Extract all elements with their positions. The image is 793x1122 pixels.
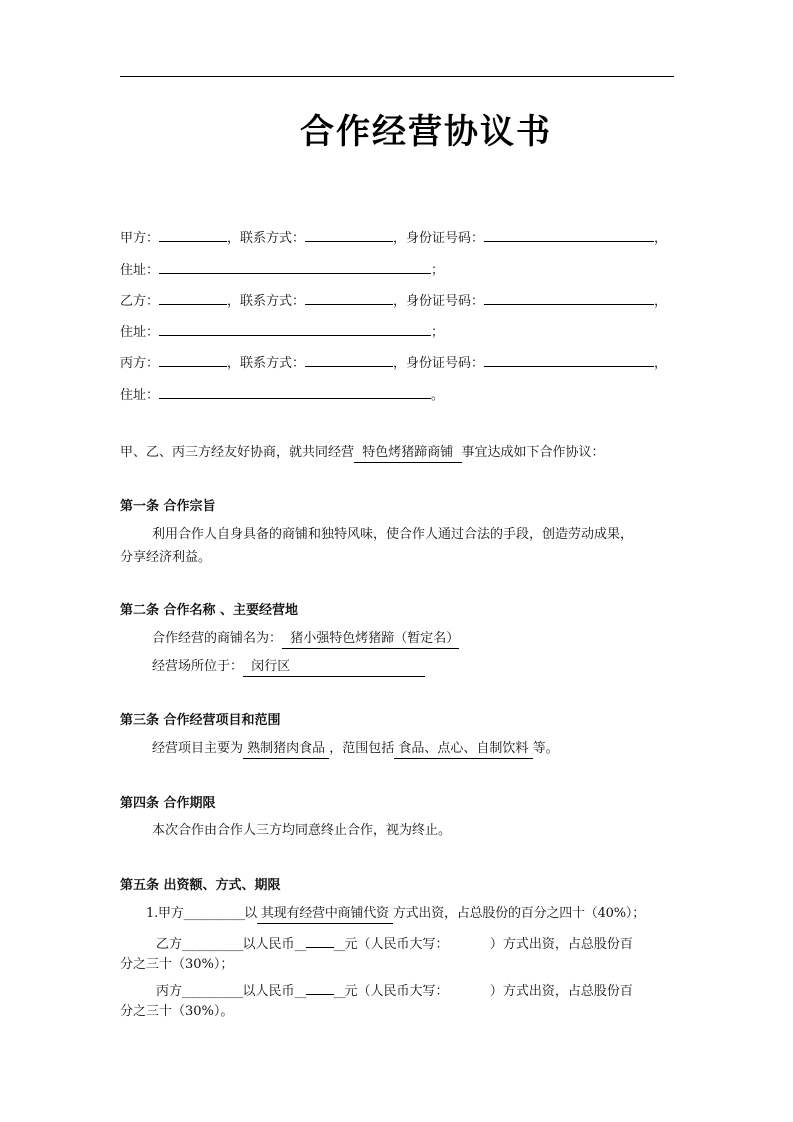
party-b-id-end: ， (654, 294, 668, 309)
article-1-body-line2: 分享经济利益。 (120, 550, 212, 565)
article-5-item-3-line2: 分之三十（30%）。 (120, 1004, 234, 1019)
party-b-id-blank[interactable] (484, 290, 654, 305)
item-1-prefix: 1.甲方 (146, 906, 184, 921)
party-a-id-end: ， (654, 231, 668, 246)
party-b-address-end: ； (431, 325, 445, 340)
party-a-id-blank[interactable] (484, 227, 654, 242)
party-a-line (120, 227, 680, 249)
party-a-address-end: ； (431, 263, 445, 278)
party-c-id-blank[interactable] (484, 352, 654, 367)
article-5-item-2-line2: 分之三十（30%）； (120, 957, 234, 972)
party-b-address-blank[interactable] (159, 321, 431, 336)
party-a-name-label: 甲方： (120, 231, 160, 246)
article-3-middle: ，范围包括 (329, 741, 395, 756)
item-2-rest: 元（人民币大写： ）方式出资，占总股份百 (344, 937, 633, 952)
article-1-body-line1: 利用合作人自身具备的商铺和独特风味，使合作人通过合法的手段，创造劳动成果， (152, 527, 634, 542)
item-3-rest: 元（人民币大写： ）方式出资，占总股份百 (344, 984, 633, 999)
party-c-id-end: ， (654, 356, 668, 371)
party-a-address-label: 住址： (120, 263, 160, 278)
party-b-id-label: ，身份证号码： (393, 294, 485, 309)
party-b-address-label: 住址： (120, 325, 160, 340)
party-c-address-line (120, 384, 680, 406)
article-3-heading: 第三条 合作经营项目和范围 (120, 713, 281, 728)
article-4-body: 本次合作由合作人三方均同意终止合作，视为终止。 (152, 823, 452, 838)
item-3-amount-blank[interactable] (306, 980, 334, 995)
item-2-dash-2: __ (333, 937, 345, 952)
main-business-value: 熟制猪肉食品 (243, 740, 329, 759)
intro-after: 事宜达成如下合作协议： (461, 445, 605, 460)
party-a-id-label: ，身份证号码： (393, 231, 485, 246)
article-2-place-line (120, 657, 712, 677)
item-3-dash-2: __ (333, 984, 345, 999)
party-b-name-blank[interactable] (159, 290, 227, 305)
article-3-before: 经营项目主要为 (152, 741, 244, 756)
intro-before: 甲、乙、丙三方经友好协商，就共同经营 (120, 445, 355, 460)
item-3-prefix: 丙方 (156, 984, 183, 999)
party-c-address-label: 住址： (120, 388, 160, 403)
article-5-item-1 (120, 904, 706, 924)
shop-place-label: 经营场所位于： (152, 659, 244, 674)
party-a-name-blank[interactable] (159, 227, 227, 242)
party-a-contact-blank[interactable] (305, 227, 393, 242)
item-1-method-value: 其现有经营中商铺代资 (257, 905, 393, 924)
item-2-amount-blank[interactable] (306, 933, 334, 948)
article-4-heading: 第四条 合作期限 (120, 796, 216, 811)
article-3-body (120, 739, 712, 759)
shop-name-label: 合作经营的商铺名为： (152, 631, 283, 646)
item-2-dash-1: __ (294, 937, 306, 952)
item-1-rest: 方式出资，占总股份的百分之四十（40%）； (392, 906, 645, 921)
intro-paragraph (120, 443, 680, 463)
item-2-rmb: 以人民币 (242, 937, 295, 952)
party-b-contact-blank[interactable] (305, 290, 393, 305)
intro-business-value: 特色烤猪蹄商铺 (354, 444, 462, 463)
item-1-blank[interactable]: ___________ (183, 906, 245, 921)
shop-name-value: 猪小强特色烤猪蹄（暂定名） (282, 630, 459, 649)
party-c-line (120, 352, 680, 374)
party-c-address-blank[interactable] (159, 384, 431, 399)
party-a-address-line (120, 259, 680, 281)
party-a-contact-label: ，联系方式： (227, 231, 306, 246)
item-2-prefix: 乙方 (156, 937, 183, 952)
party-b-address-line (120, 321, 680, 343)
document-title: 合作经营协议书 (300, 112, 552, 152)
business-scope-value: 食品、点心、自制饮料 (394, 740, 532, 759)
shop-place-value: 闵行区 (243, 658, 425, 677)
item-3-dash-1: __ (294, 984, 306, 999)
article-5-heading: 第五条 出资额、方式、期限 (120, 878, 281, 893)
party-b-line (120, 290, 680, 312)
party-b-name-label: 乙方： (120, 294, 160, 309)
item-3-blank[interactable]: ___________ (182, 984, 243, 999)
party-c-id-label: ，身份证号码： (393, 356, 485, 371)
article-3-after: 等。 (532, 741, 559, 756)
item-3-rmb: 以人民币 (242, 984, 295, 999)
party-c-name-blank[interactable] (159, 352, 227, 367)
party-c-name-label: 丙方： (120, 356, 160, 371)
article-5-item-3 (120, 980, 716, 1002)
header-rule (120, 76, 674, 77)
party-c-contact-blank[interactable] (305, 352, 393, 367)
party-b-contact-label: ，联系方式： (227, 294, 306, 309)
article-2-heading: 第二条 合作名称 、主要经营地 (120, 603, 299, 618)
party-c-address-end: 。 (431, 388, 445, 403)
item-2-blank[interactable]: ___________ (182, 937, 243, 952)
article-1-heading: 第一条 合作宗旨 (120, 499, 216, 514)
article-2-name-line (120, 629, 712, 649)
party-a-address-blank[interactable] (159, 259, 431, 274)
party-c-contact-label: ，联系方式： (227, 356, 306, 371)
article-5-item-2 (120, 933, 716, 955)
item-1-yi: 以 (244, 906, 257, 921)
